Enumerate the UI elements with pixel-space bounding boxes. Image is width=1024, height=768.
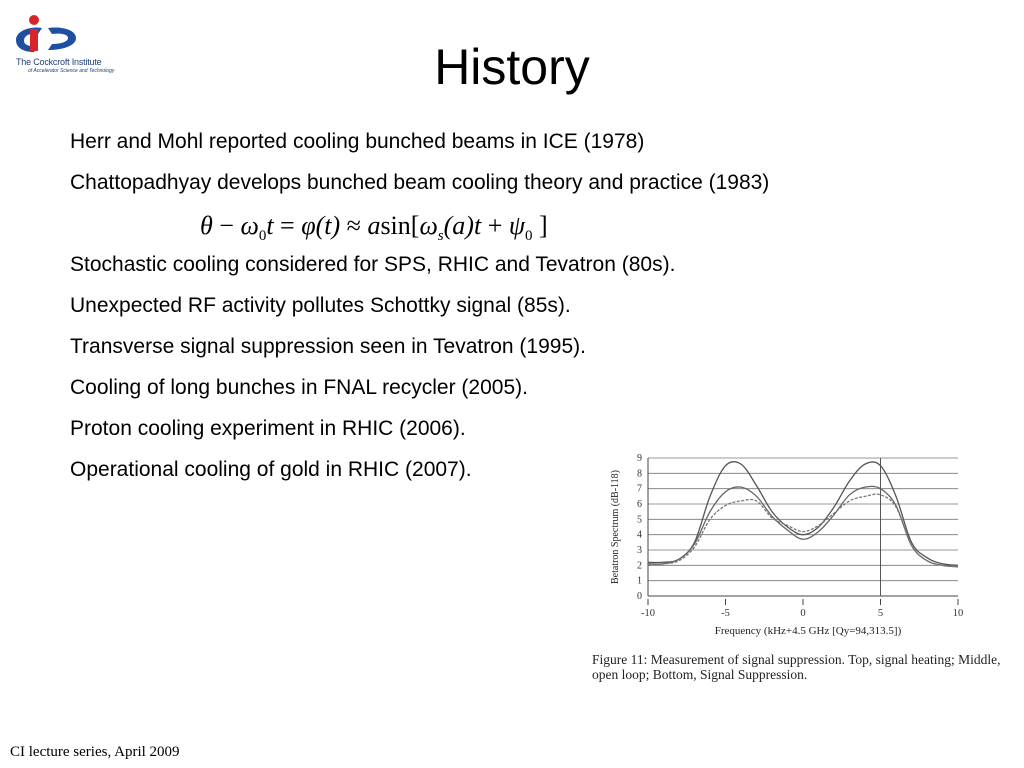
bullet-item: Unexpected RF activity pollutes Schottky signal (85s). — [70, 294, 571, 317]
y-tick-label: 0 — [637, 591, 642, 602]
eq-arg: (a)t — [443, 211, 482, 240]
eq-omega-s: ω — [419, 211, 438, 240]
bullet-item: Cooling of long bunches in FNAL recycler (2005). — [70, 376, 528, 399]
slide-title: History — [434, 39, 590, 95]
y-tick-label: 9 — [637, 453, 642, 464]
eq-plus: + — [481, 211, 509, 240]
x-tick-label: 0 — [800, 608, 806, 619]
footer-text: CI lecture series, April 2009 — [10, 744, 180, 760]
y-tick-label: 3 — [637, 545, 642, 556]
chart-svg — [598, 450, 998, 650]
eq-minus: − — [212, 211, 241, 240]
eq-psi: ψ — [508, 211, 526, 240]
x-tick-label: -5 — [721, 608, 730, 619]
x-axis-label: Frequency (kHz+4.5 GHz [Qy=94,313.5]) — [714, 625, 902, 637]
y-tick-label: 8 — [637, 468, 642, 480]
phase-equation — [200, 211, 548, 247]
y-tick-label: 4 — [637, 529, 642, 541]
y-tick-label: 5 — [637, 514, 642, 526]
x-tick-label: 10 — [952, 608, 964, 619]
eq-approx: ≈ — [340, 211, 368, 240]
bullet-item: Transverse signal suppression seen in Tevatron (1995). — [70, 335, 586, 358]
bullet-item: Operational cooling of gold in RHIC (2007). — [70, 458, 472, 481]
y-tick-label: 2 — [637, 560, 642, 572]
eq-sin: sin[ — [380, 211, 420, 240]
bullet-list — [70, 128, 970, 497]
bullet-item: Herr and Mohl reported cooling bunched beams in ICE (1978) — [70, 130, 645, 153]
eq-paren-t: (t) — [315, 211, 341, 240]
eq-t: t — [266, 211, 274, 240]
series-line — [648, 486, 958, 567]
logo-name: The Cockcroft Institute — [16, 57, 102, 67]
eq-close: ] — [532, 211, 548, 240]
logo-subtitle: of Accelerator Science and Technology — [28, 68, 115, 74]
y-tick-label: 1 — [637, 575, 642, 587]
eq-theta: θ — [200, 211, 213, 240]
x-tick-label: 5 — [877, 608, 884, 619]
eq-sub-psi: 0 — [525, 228, 533, 244]
eq-phi: φ — [301, 211, 316, 240]
bullet-item: Chattopadhyay develops bunched beam cooling theory and practice (1983) — [70, 171, 770, 194]
eq-equals: = — [273, 211, 302, 240]
x-tick-label: -10 — [641, 608, 655, 619]
eq-a: a — [367, 211, 381, 240]
bullet-item: Proton cooling experiment in RHIC (2006). — [70, 417, 466, 440]
figure-caption: Figure 11: Measurement of signal suppression. Top, signal heating; Middle, open loop; Bottom, Signal Suppression. — [592, 652, 1001, 682]
y-tick-label: 7 — [637, 483, 642, 495]
eq-sub-s: s — [437, 228, 444, 244]
y-tick-label: 6 — [637, 499, 642, 510]
eq-sub0: 0 — [258, 228, 267, 244]
eq-omega0: ω — [240, 211, 259, 240]
series-line — [648, 494, 958, 567]
y-axis-label: Betatron Spectrum (dB-118) — [610, 469, 621, 585]
bullet-item: Stochastic cooling considered for SPS, RHIC and Tevatron (80s). — [70, 253, 676, 276]
